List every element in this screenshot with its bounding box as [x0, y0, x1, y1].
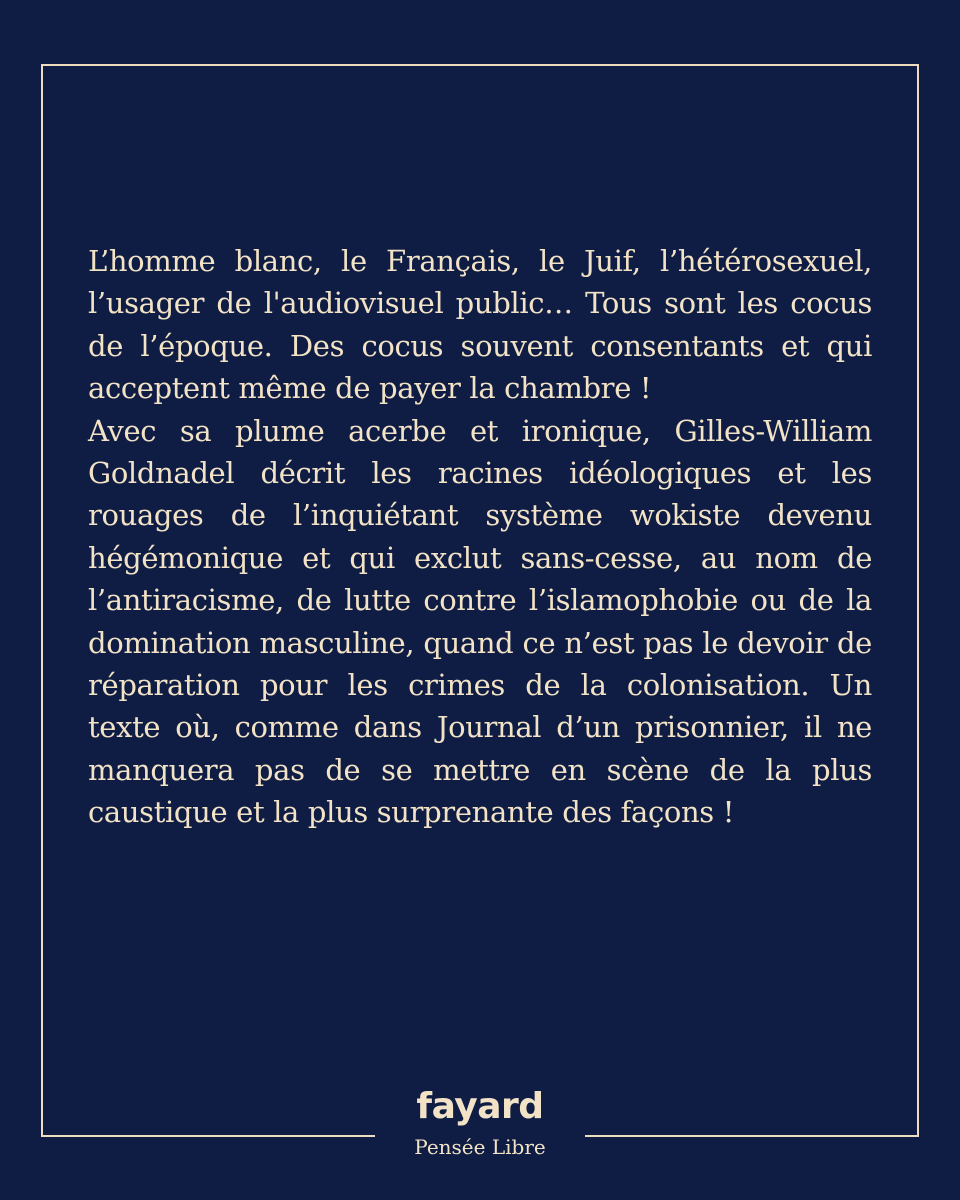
frame-bottom-left-border: [41, 1135, 375, 1137]
blurb-paragraph: L’homme blanc, le Français, le Juif, l’hétérosexuel, l’usager de l'audiovisuel public… Tous sont les cocus de l’époque. Des cocus souvent consentants et qui acceptent même de payer la chambre !: [88, 244, 872, 406]
imprint-name: Pensée Libre: [414, 1135, 546, 1159]
back-cover-blurb: [88, 240, 872, 834]
frame-bottom-right-border: [585, 1135, 919, 1137]
publisher-logo: fayard: [416, 1086, 544, 1127]
blurb-paragraph: Avec sa plume acerbe et ironique, Gilles-William Goldnadel décrit les racines idéologiques et les rouages de l’inquiétant système wokiste devenu hégémonique et qui exclut sans-cesse, au nom de l’antiracisme, de lutte contre l’islamophobie ou de la domination masculine, quand ce n’est pas le devoir de réparation pour les crimes de la colonisation. Un texte où, comme dans Journal d’un prisonnier, il ne manquera pas de se mettre en scène de la plus caustique et la plus surprenante des façons !: [88, 413, 872, 830]
frame-top-border: [41, 64, 919, 66]
frame-right-border: [917, 64, 919, 1137]
frame-left-border: [41, 64, 43, 1137]
